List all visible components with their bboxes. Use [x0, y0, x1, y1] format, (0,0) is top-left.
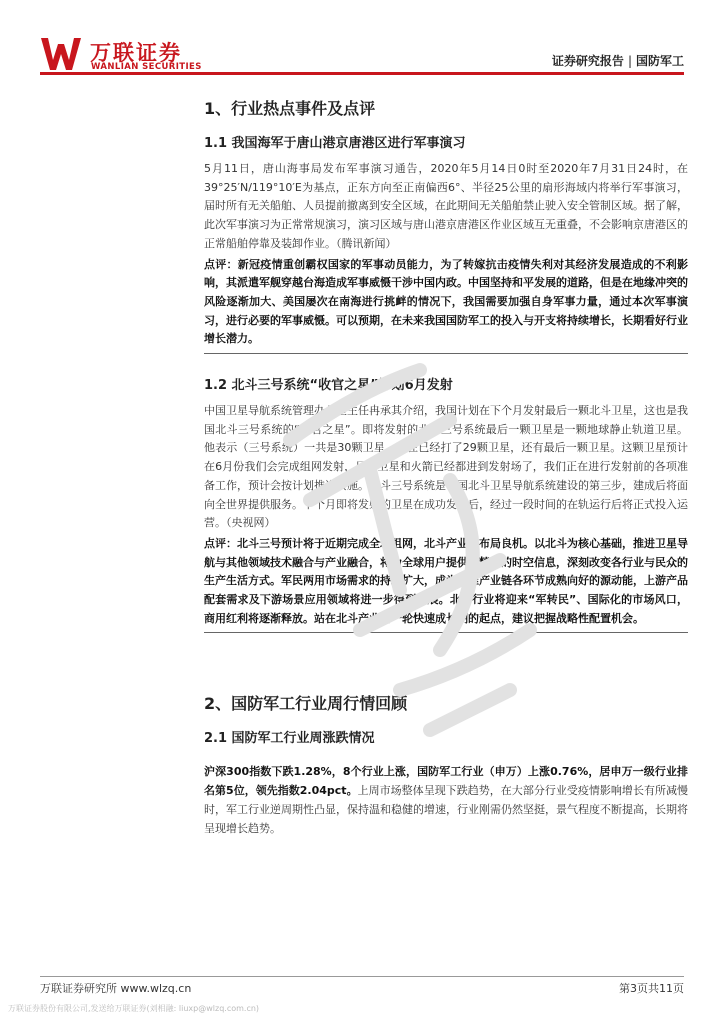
item-1-1-comment: 点评：新冠疫情重创霸权国家的军事动员能力，为了转嫁抗击疫情失利对其经济发展造成的不利影响，其派遣军舰穿越台海造成军事威慑干涉中国内政。中国坚持和平发展的道路，但是在地缘冲突的风险逐渐加大、美国屡次在南海进行挑衅的情况下，我国需要加强自身军事力量，通过本次军事演习，进行必要的军事威慑。可以预期，在未来我国国防军工的投入与开支将持续增长，长期看好行业增长潜力。 [204, 257, 688, 346]
market-review-paragraph [204, 763, 688, 838]
report-body [204, 96, 688, 838]
footer-website: 万联证券研究所 www.wlzq.cn [40, 982, 192, 995]
market-review-text: 上周市场整体呈现下跌趋势，在大部分行业受疫情影响增长有所减慢时，军工行业逆周期性凸显，保持温和稳健的增速，行业刚需仍然坚挺，景气程度不断提高，长期将呈现增长趋势。 [204, 784, 689, 835]
footer-divider [40, 976, 684, 977]
item-1-2-heading: 1.2 北斗三号系统“收官之星”计划6月发射 [204, 378, 453, 394]
item-1-2-body: 中国卫星导航系统管理办公室主任冉承其介绍，我国计划在下个月发射最后一颗北斗卫星，这也是我国北斗三号系统的“收官之星”。即将发射的北斗三号系统最后一颗卫星是一颗地球静止轨道卫星。他表示（三号系统）一共是30颗卫星，现在已经打了29颗卫星，还有最后一颗卫星。这颗卫星预计在6月份我们会完成组网发射，目前卫星和火箭已经都进到发射场了，我们正在进行发射前的各项准备工作，预计会按计划推进实施。北斗三号系统是我国北斗卫星导航系统建设的第三步，建成后将面向全世界提供服务。下个月即将发射的卫星在成功发射后，经过一段时间的在轨运行后将正式投入运营。（央视网） [204, 404, 688, 530]
item-1-1-divider [204, 353, 688, 354]
company-logo [40, 36, 240, 76]
distribution-note: 万联证券股份有限公司,发送给万联证券(刘相融: liuxp@wlzq.com.cn) [8, 1004, 260, 1013]
report-category [552, 52, 684, 69]
report-type-label: 证券研究报告 [551, 54, 624, 68]
item-1-1-body: 5月11日，唐山海事局发布军事演习通告，2020年5月14日0时至2020年7月31日24时，在39°25′N/119°10′E为基点，正东方向至正南偏西6°、半径25公里的扇形海域内将举行军事演习，届时所有无关船舶、人员提前撤离到安全区域，在此期间无关船舶禁止驶入安全管制区域。据了解，此次军事演习为正常常规演习，演习区域与唐山港京唐港区作业区域互无重叠，不会影响京唐港区的正常船舶停靠及装卸作业。（腾讯新闻） [204, 162, 688, 250]
logo-english-name: WANLIAN SECURITIES [91, 62, 202, 72]
item-1-1-heading: 1.1 我国海军于唐山港京唐港区进行军事演习 [204, 136, 466, 151]
industry-label: 国防军工 [635, 54, 684, 68]
section-1-heading: 1、行业热点事件及点评 [204, 99, 376, 118]
page-header [0, 0, 724, 80]
item-1-2-comment: 点评：北斗三号预计将于近期完成全球组网，北斗产业迎布局良机。以北斗为核心基础，推进卫星导航与其他领域技术融合与产业融合，将为全球用户提供更精准的时空信息，深刻改变各行业与民众的生产生活方式。军民两用市场需求的持续扩大，成为助推产业链各环节成熟向好的源动能，上游产品配套需求及下游场景应用领域将进一步得到拓展。北斗行业将迎来“军转民”、国际化的市场风口，商用红利将逐渐释放。站在北斗产业新一轮快速成长期的起点，建议把握战略性配置机会。 [204, 536, 688, 625]
report-tag-separator: | [627, 54, 632, 68]
page-number: 第3页共11页 [619, 982, 684, 995]
market-review-highlight: 沪深300指数下跌1.28%，8个行业上涨，国防军工行业（申万）上涨0.76%，居申万一级行业排名第5位，领先指数2.04pct。 [204, 765, 688, 798]
logo-chinese-name: 万联证券 [90, 41, 182, 65]
header-divider [40, 72, 684, 75]
item-1-2-divider [204, 632, 688, 633]
item-2-1-heading: 2.1 国防军工行业周涨跌情况 [204, 731, 375, 747]
wanlian-logo-icon [40, 36, 84, 72]
section-2-heading: 2、国防军工行业周行情回顾 [204, 694, 408, 714]
